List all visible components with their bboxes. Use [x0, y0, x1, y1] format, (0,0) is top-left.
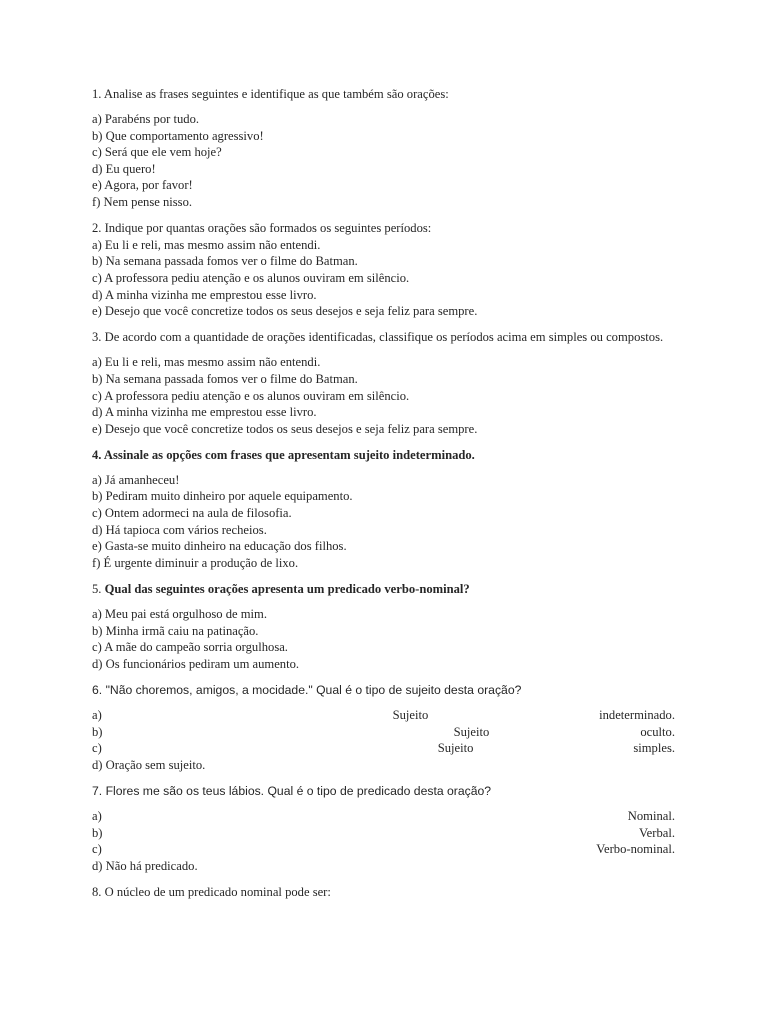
- option: d) Há tapioca com vários recheios.: [92, 522, 267, 537]
- options-5: [92, 606, 675, 672]
- option-letter: a): [92, 708, 102, 722]
- option: d) Oração sem sujeito.: [92, 757, 206, 772]
- option: a) Meu pai está orgulhoso de mim.: [92, 607, 267, 622]
- question-7: [92, 783, 675, 800]
- options-1: [92, 111, 675, 211]
- option-letter: c): [92, 842, 102, 857]
- question-number: 4.: [92, 447, 102, 462]
- option-justified: [92, 825, 675, 842]
- option: b) Pediram muito dinheiro por aquele equipamento.: [92, 489, 353, 504]
- question-text: Flores me são os teus lábios. Qual é o tipo de predicado desta oração?: [105, 783, 492, 798]
- option: d) A minha vizinha me emprestou esse livro.: [92, 287, 317, 302]
- question-number: 7.: [92, 783, 103, 798]
- option: d) A minha vizinha me emprestou esse livro.: [92, 405, 317, 420]
- option-letter: b): [92, 724, 103, 739]
- option: a) Já amanheceu!: [92, 472, 180, 487]
- question-3: [92, 329, 675, 346]
- option: e) Agora, por favor!: [92, 178, 193, 193]
- option: c) Ontem adormeci na aula de filosofia.: [92, 506, 292, 521]
- option-word: Sujeito: [453, 724, 490, 739]
- option: b) Na semana passada fomos ver o filme do Batman.: [92, 371, 358, 386]
- option-word: Sujeito: [437, 741, 474, 756]
- option-answer: Verbo-nominal.: [596, 842, 675, 857]
- options-2: [92, 237, 675, 320]
- question-2: [92, 220, 675, 237]
- option: a) Eu li e reli, mas mesmo assim não entendi.: [92, 237, 321, 252]
- question-number: 2.: [92, 221, 102, 236]
- option: d) Não há predicado.: [92, 858, 198, 873]
- document-page: [92, 86, 675, 909]
- option: a) Parabéns por tudo.: [92, 112, 200, 127]
- option: c) Será que ele vem hoje?: [92, 145, 222, 160]
- option-justified: [92, 724, 675, 741]
- option: f) Nem pense nisso.: [92, 195, 193, 210]
- option: f) É urgente diminuir a produção de lixo.: [92, 555, 299, 570]
- option-answer: indeterminado.: [599, 708, 675, 722]
- option: b) Na semana passada fomos ver o filme do Batman.: [92, 254, 358, 269]
- option: d) Os funcionários pediram um aumento.: [92, 656, 300, 671]
- option-letter: b): [92, 825, 103, 840]
- option: c) A professora pediu atenção e os alunos ouviram em silêncio.: [92, 270, 410, 285]
- option: e) Desejo que você concretize todos os seus desejos e seja feliz para sempre.: [92, 421, 478, 436]
- question-text: "Não choremos, amigos, a mocidade." Qual é o tipo de sujeito desta oração?: [105, 682, 522, 697]
- question-number: 8.: [92, 884, 102, 899]
- question-6: [92, 682, 675, 699]
- option-word: Sujeito: [392, 708, 429, 722]
- question-text: O núcleo de um predicado nominal pode ser:: [104, 884, 331, 899]
- question-number: 1.: [92, 87, 102, 101]
- option-justified: [92, 707, 675, 724]
- question-8: [92, 884, 675, 901]
- option: c) A professora pediu atenção e os alunos ouviram em silêncio.: [92, 388, 410, 403]
- question-number: 6.: [92, 682, 103, 697]
- question-text: Indique por quantas orações são formados os seguintes períodos:: [104, 221, 432, 236]
- option-answer: Nominal.: [627, 808, 675, 823]
- option-answer: Verbal.: [638, 825, 675, 840]
- question-1: [92, 86, 675, 103]
- options-3: [92, 354, 675, 437]
- question-5: [92, 581, 675, 598]
- options-6: [92, 707, 675, 773]
- option-answer: oculto.: [640, 724, 675, 739]
- option-justified: [92, 808, 675, 825]
- option: b) Minha irmã caiu na patinação.: [92, 623, 259, 638]
- option: e) Gasta-se muito dinheiro na educação dos filhos.: [92, 539, 347, 554]
- option-justified: [92, 841, 675, 858]
- options-4: [92, 472, 675, 572]
- option-letter: a): [92, 808, 102, 823]
- option-justified: [92, 740, 675, 757]
- question-number: 5.: [92, 581, 102, 596]
- options-7: [92, 808, 675, 874]
- question-4: [92, 447, 675, 464]
- option: c) A mãe do campeão sorria orgulhosa.: [92, 640, 288, 655]
- question-text: Qual das seguintes orações apresenta um predicado verbo-nominal?: [104, 581, 470, 596]
- question-number: 3.: [92, 330, 102, 345]
- option: b) Que comportamento agressivo!: [92, 128, 264, 143]
- option-answer: simples.: [633, 741, 675, 756]
- option: a) Eu li e reli, mas mesmo assim não entendi.: [92, 355, 321, 370]
- option: e) Desejo que você concretize todos os seus desejos e seja feliz para sempre.: [92, 304, 478, 319]
- question-text: De acordo com a quantidade de orações identificadas, classifique os períodos acima em simples ou compostos.: [104, 330, 664, 345]
- question-text: Assinale as opções com frases que apresentam sujeito indeterminado.: [103, 447, 475, 462]
- option-letter: c): [92, 741, 102, 756]
- question-text: Analise as frases seguintes e identifique as que também são orações:: [103, 87, 449, 101]
- option: d) Eu quero!: [92, 161, 156, 176]
